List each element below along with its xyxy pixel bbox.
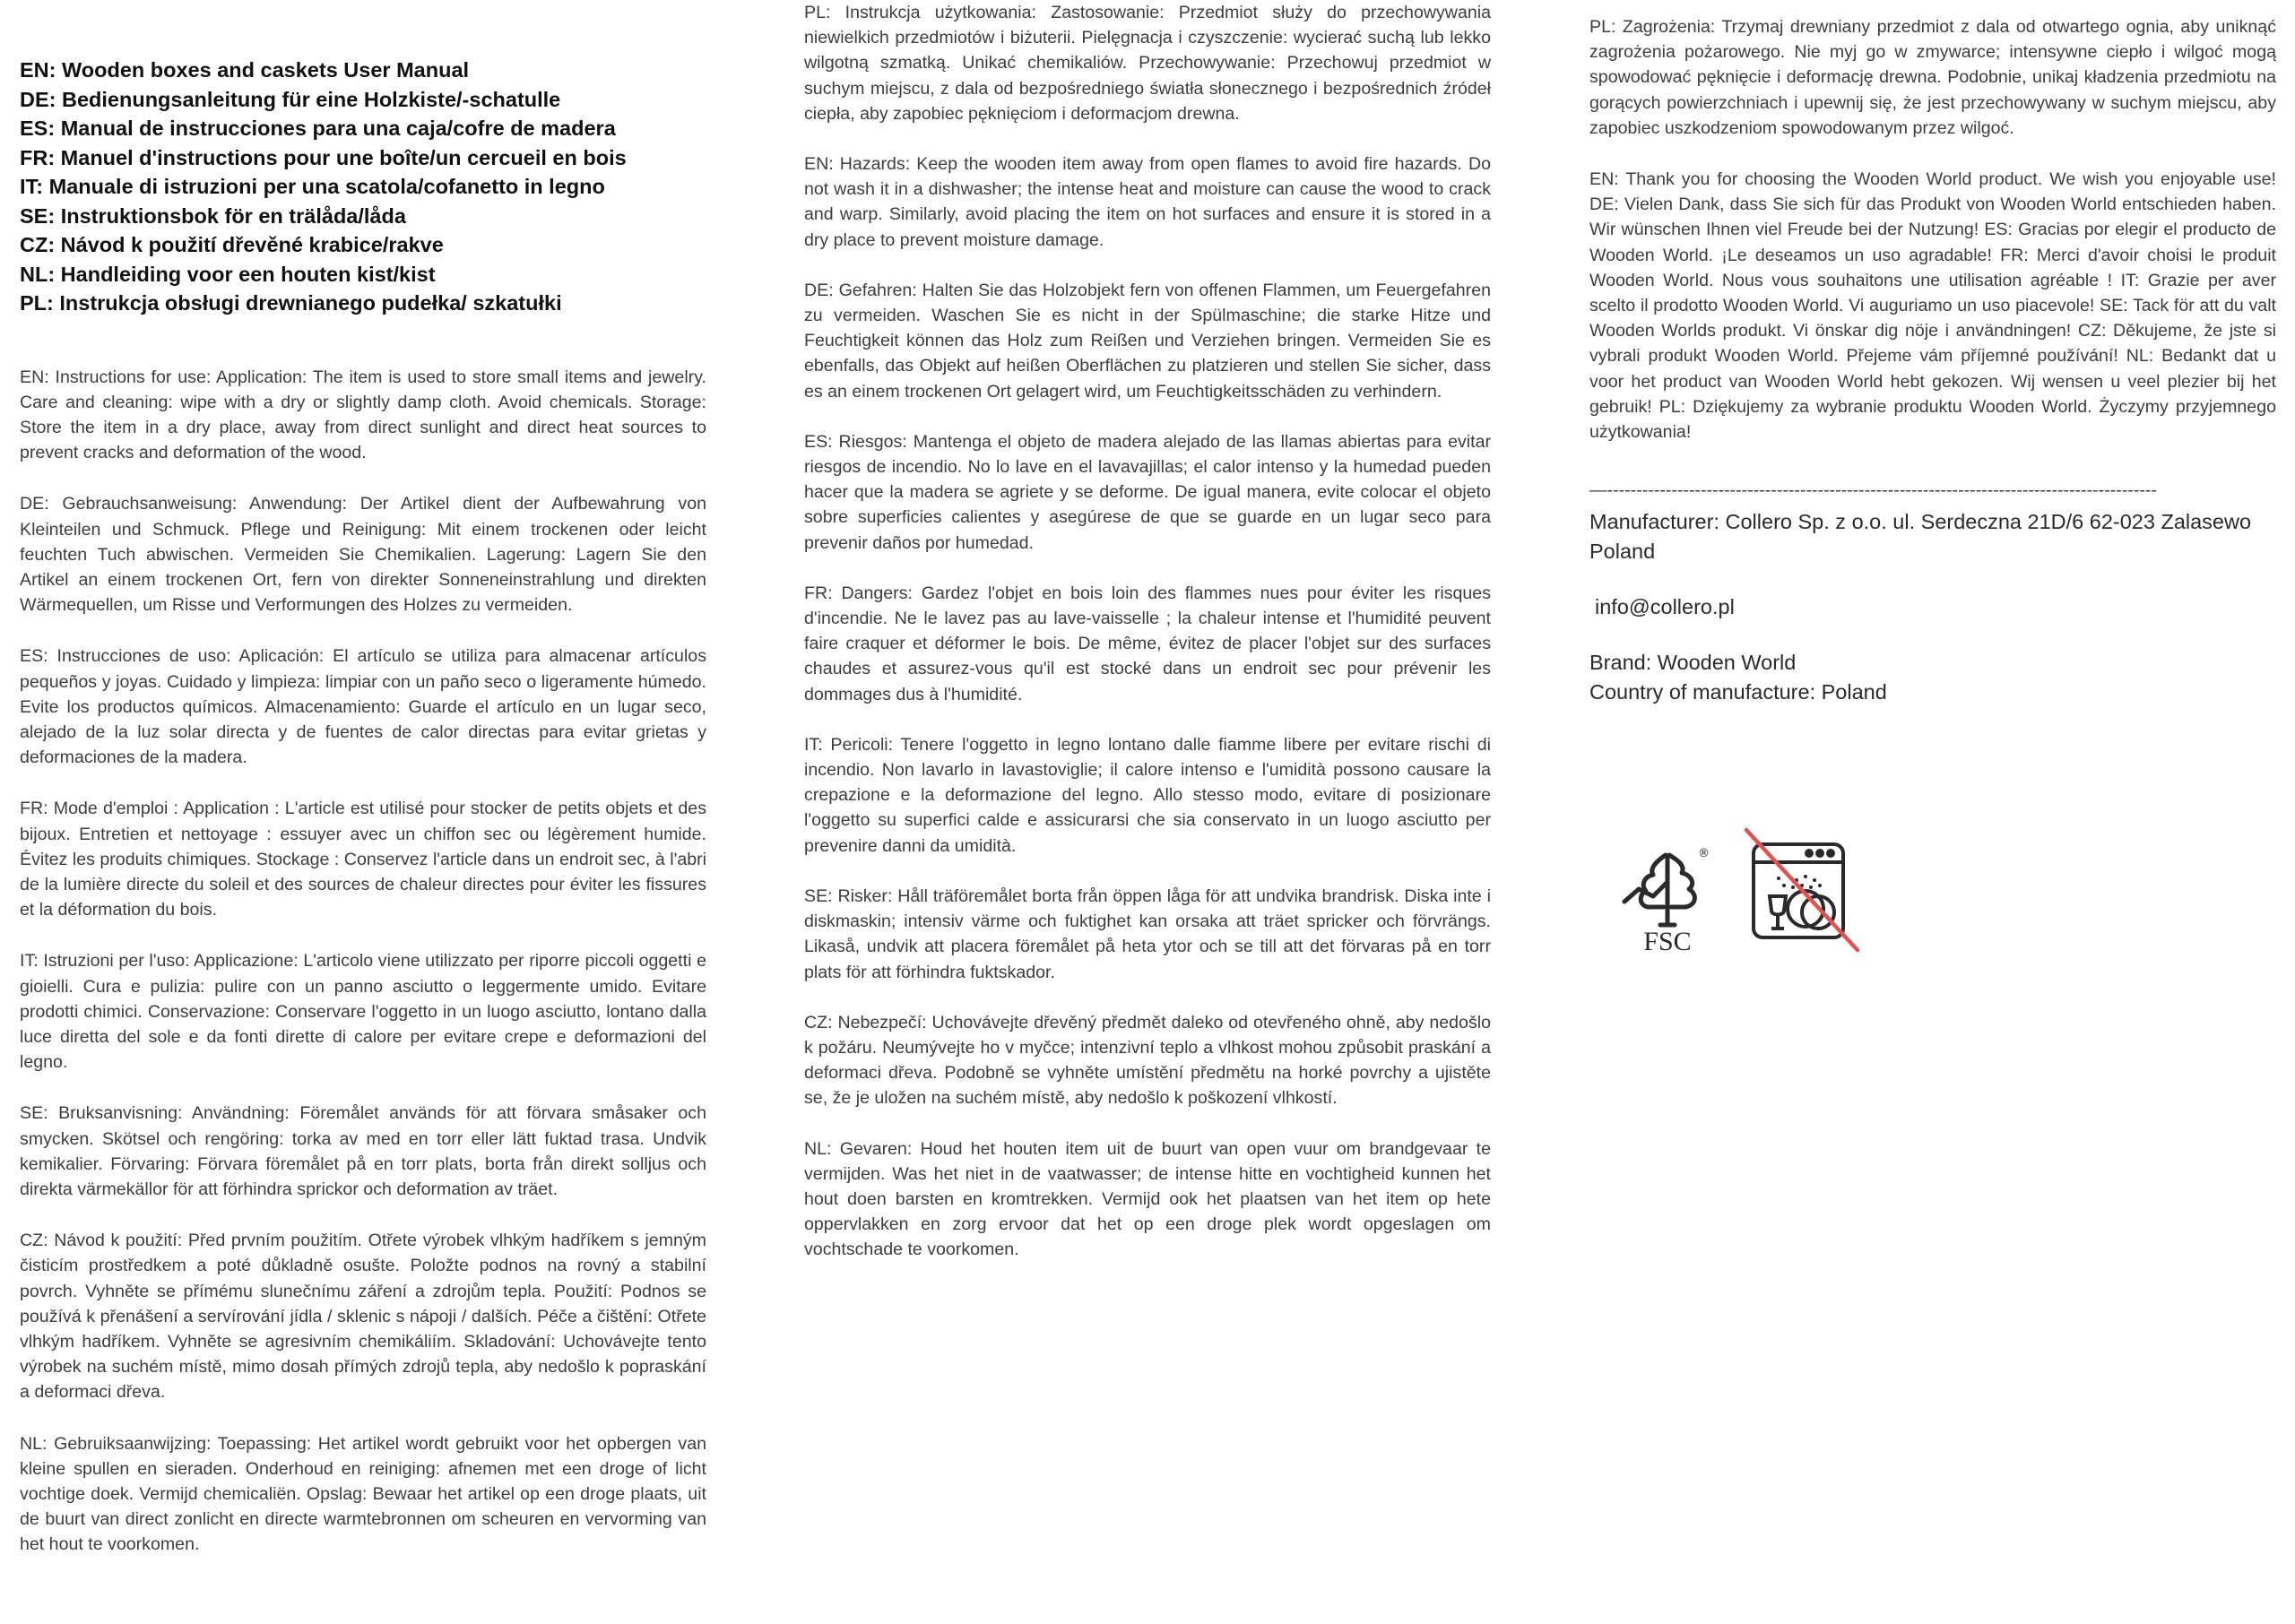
title-fr: FR: Manuel d'instructions pour une boîte/un cercueil en bois (20, 145, 627, 169)
instructions-it: IT: Istruzioni per l'uso: Applicazione: L'articolo viene utilizzato per riporre piccoli oggetti e gioielli. Cura e pulizia: pulire con un panno asciutto o leggermente umido. Evitare prodotti chimici. Conservazione: Conservare l'oggetto in un luogo asciutto, lontano dalla luce diretta del sole e da fonti dirette di calore per evitare crepe e deformazioni del legno. (20, 951, 706, 1073)
title-it: IT: Manuale di istruzioni per una scatola/cofanetto in legno (20, 175, 605, 198)
column-right (1589, 0, 2276, 707)
title-de: DE: Bedienungsanleitung für eine Holzkiste/-schatulle (20, 87, 561, 111)
instructions-en: EN: Instructions for use: Application: The item is used to store small items and jewelry. Care and cleaning: wipe with a dry or slightly damp cloth. Avoid chemicals. Storage: Store the item in a dry place, away from direct sunlight and direct heat sources to prevent cracks and deformation of the wood. (20, 367, 706, 463)
thank-you-note: EN: Thank you for choosing the Wooden World product. We wish you enjoyable use! DE: Vielen Dank, dass Sie sich für das Produkt von Wooden World entschieden haben. Wir wünschen Ihnen viel Freude bei der Nutzung! ES: Gracias por elegir el producto de Wooden World. ¡Le deseamos un uso agradable! FR: Merci d'avoir choisi le produit Wooden World. Nous vous souhaitons une utilisation agréable ! IT: Grazie per aver scelto il prodotto Wooden World. Vi auguriamo un uso piacevole! SE: Tack för att du valt Wooden Worlds produkt. Vi önskar dig nöje i användningen! CZ: Děkujeme, že jste si vybrali produkt Wooden World. Přejeme vám příjemné používání! NL: Bedankt dat u voor het product van Wooden World hebt gekozen. Wij wensen u veel plezier bij het gebruik! PL: Dziękujemy za wybranie produktu Wooden World. Życzymy przyjemnego użytkowania! (1589, 169, 2276, 443)
manual-titles (20, 56, 706, 318)
brand-info: Brand: Wooden World (1589, 651, 1797, 675)
country-info: Country of manufacture: Poland (1589, 680, 1887, 704)
hazards-fr: FR: Dangers: Gardez l'objet en bois loin des flammes nues pour éviter les risques d'incendie. Ne le lavez pas au lave-vaisselle ; la chaleur intense et l'humidité peuvent faire craquer et déformer le bois. De même, évitez de placer l'objet sur des surfaces chaudes et assurez-vous qu'il est stocké dans un endroit sec pour prévenir les dommages dus à l'humidité. (804, 583, 1491, 704)
instructions-fr: FR: Mode d'emploi : Application : L'article est utilisé pour stocker de petits objets et des bijoux. Entretien et nettoyage : essuyer avec un chiffon sec ou légèrement humide. Évitez les produits chimiques. Stockage : Conservez l'article dans un endroit sec, à l'abri de la lumière directe du soleil et des sources de chaleur directes pour éviter les fissures et la déformation du bois. (20, 799, 706, 920)
hazards-se: SE: Risker: Håll träföremålet borta från öppen låga för att undvika brandrisk. Diska inte i diskmaskin; intensiv värme och fuktighet kan orsaka att träet spricker och förvrängs. Likaså, undvik att placera föremålet på heta ytor och se till att det förvaras på en torr plats för att förhindra fuktskador. (804, 885, 1491, 982)
hazards-pl: PL: Zagrożenia: Trzymaj drewniany przedmiot z dala od otwartego ognia, aby uniknąć zagrożenia pożarowego. Nie myj go w zmywarce; intensywne ciepło i wilgoć mogą spowodować pęknięcie i deformację drewna. Podobnie, unikaj kładzenia przedmiotu na gorących powierzchniach i upewnij się, że jest przechowywany w suchym miejscu, aby zapobiec uszkodzeniom spowodowanym przez wilgoć. (1589, 17, 2276, 138)
instructions-de: DE: Gebrauchsanweisung: Anwendung: Der Artikel dient der Aufbewahrung von Kleinteilen und Schmuck. Pflege und Reinigung: Mit einem trockenen oder leicht feuchten Tuch abwischen. Vermeiden Sie Chemikalien. Lagerung: Lagern Sie den Artikel an einem trockenen Ort, fern von direkter Sonneneinstrahlung und direkten Wärmequellen, um Risse und Verformungen des Holzes zu vermeiden. (20, 494, 706, 616)
title-en: EN: Wooden boxes and caskets User Manual (20, 58, 470, 82)
title-cz: CZ: Návod k použití dřevěné krabice/rakve (20, 233, 444, 256)
instructions-es: ES: Instrucciones de uso: Aplicación: El artículo se utiliza para almacenar artículos pequeños y joyas. Cuidado y limpieza: limpiar con un paño seco o ligeramente húmedo. Evite los productos químicos. Almacenamiento: Guarde el artículo en un lugar seco, alejado de la luz solar directa y de fuentes de calor directas para evitar grietas y deformaciones de la madera. (20, 646, 706, 768)
hazards-en: EN: Hazards: Keep the wooden item away from open flames to avoid fire hazards. Do not wash it in a dishwasher; the intense heat and moisture can cause the wood to crack and warp. Similarly, avoid placing the item on hot surfaces and ensure it is stored in a dry place to prevent moisture damage. (804, 154, 1491, 250)
contact-email[interactable]: info@collero.pl (1595, 595, 1735, 619)
certification-icons (1614, 825, 1883, 959)
title-es: ES: Manual de instrucciones para una caja/cofre de madera (20, 117, 616, 140)
hazards-nl: NL: Gevaren: Houd het houten item uit de buurt van open vuur om brandgevaar te vermijden. Was het niet in de vaatwasser; de intense hitte en vochtigheid kunnen het hout doen barsten en kromtrekken. Vermijd ook het plaatsen van het item op hete oppervlakken en zorg ervoor dat het op een droge plek wordt opgeslagen om vochtschade te voorkomen. (804, 1138, 1491, 1260)
hazards-cz: CZ: Nebezpečí: Uchovávejte dřevěný předmět daleko od otevřeného ohně, aby nedošlo k požáru. Neumývejte ho v myčce; intenzivní teplo a vlhkost mohou způsobit praskání a deformaci dřeva. Podobně se vyhněte umístění předmětu na horké povrchy a ujistěte se, že je uložen na suchém místě, aby nedošlo k poškození vlhkostí. (804, 1012, 1491, 1109)
title-pl: PL: Instrukcja obsługi drewnianego pudełka/ szkatułki (20, 291, 562, 315)
instructions-se: SE: Bruksanvisning: Användning: Föremålet används för att förvara småsaker och smycken. Skötsel och rengöring: torka av med en torr eller lätt fuktad trasa. Undvik kemikalier. Förvaring: Förvara föremålet på en torr plats, borta från direkt solljus och direkta värmekällor för att förhindra sprickor och deformation av träet. (20, 1103, 706, 1199)
instructions-pl: PL: Instrukcja użytkowania: Zastosowanie: Przedmiot służy do przechowywania niewielkich przedmiotów i biżuterii. Pielęgnacja i czyszczenie: wycierać suchą lub lekko wilgotną szmatką. Unikać chemikaliów. Przechowywanie: Przechowuj przedmiot w suchym miejscu, z dala od bezpośredniego światła słonecznego i bezpośrednich źródeł ciepła, aby zapobiec pęknięciom i deformacjom drewna. (804, 3, 1491, 124)
hazards-it: IT: Pericoli: Tenere l'oggetto in legno lontano dalle fiamme libere per evitare rischi di incendio. Non lavarlo in lavastoviglie; il calore intenso e l'umidità possono causare la crepazione e la deformazione del legno. Allo stesso modo, evitare di posizionare l'oggetto su superfici calde e assicurarsi che sia conservato in un luogo asciutto per prevenire danni da umidità. (804, 734, 1491, 856)
column-middle (804, 0, 1491, 1288)
manufacturer-info: Manufacturer: Collero Sp. z o.o. ul. Serdeczna 21D/6 62-023 Zalasewo Poland (1589, 510, 2252, 564)
fsc-label: FSC (1643, 927, 1692, 955)
column-left (20, 0, 706, 1584)
title-se: SE: Instruktionsbok för en trälåda/låda (20, 203, 406, 228)
instructions-cz: CZ: Návod k použití: Před prvním použitím. Otřete výrobek vlhkým hadříkem s jemným čisticím prostředkem a poté důkladně osušte. Položte podnos na rovný a stabilní povrch. Vyhněte se přímému slunečnímu záření a zdrojům tepla. Použití: Podnos se používá k přenášení a servírování jídla / sklenic s nápoji / dalších. Péče a čištění: Otřete vlhkým hadříkem. Vyhněte se agresivním chemikáliím. Skladování: Uchovávejte tento výrobek na suchém místě, mimo dosah přímých zdrojů tepla, aby nedošlo k popraskání a deformaci dřeva. (20, 1231, 706, 1403)
hazards-es: ES: Riesgos: Mantenga el objeto de madera alejado de las llamas abiertas para evitar riesgos de incendio. No lo lave en el lavavajillas; el calor intenso y la humedad pueden hacer que la madera se agriete y se deforme. De igual manera, evite colocar el objeto sobre superficies calientes y asegúrese de que se guarde en un lugar seco para prevenir daños por humedad. (804, 431, 1491, 553)
divider-line: —---------------------------------------------------------------------------------------------- (1589, 480, 2157, 501)
hazards-de: DE: Gefahren: Halten Sie das Holzobjekt fern von offenen Flammen, um Feuergefahren zu vermeiden. Waschen Sie es nicht in der Spülmaschine; die starke Hitze und Feuchtigkeit können das Holz zum Reißen und Verziehen bringen. Vermeiden Sie es ebenfalls, das Objekt auf heißen Oberflächen zu platzieren und stellen Sie sicher, dass es an einem trockenen Ort gelagert wird, um Feuchtigkeitsschäden zu verhindern. (804, 280, 1491, 402)
title-nl: NL: Handleiding voor een houten kist/kist (20, 262, 436, 286)
instructions-nl: NL: Gebruiksaanwijzing: Toepassing: Het artikel wordt gebruikt voor het opbergen van kleine spullen en sieraden. Onderhoud en reiniging: afnemen met een droge of licht vochtige doek. Vermijd chemicaliën. Opslag: Bewaar het artikel op een droge plaats, uit de buurt van direct zonlicht en directe warmtebronnen om scheuren en vervorming van het hout te voorkomen. (20, 1433, 706, 1555)
fsc-tree-icon (1614, 839, 1721, 955)
no-dishwasher-icon (1739, 825, 1865, 959)
fsc-registered-mark: ® (1698, 847, 1710, 860)
